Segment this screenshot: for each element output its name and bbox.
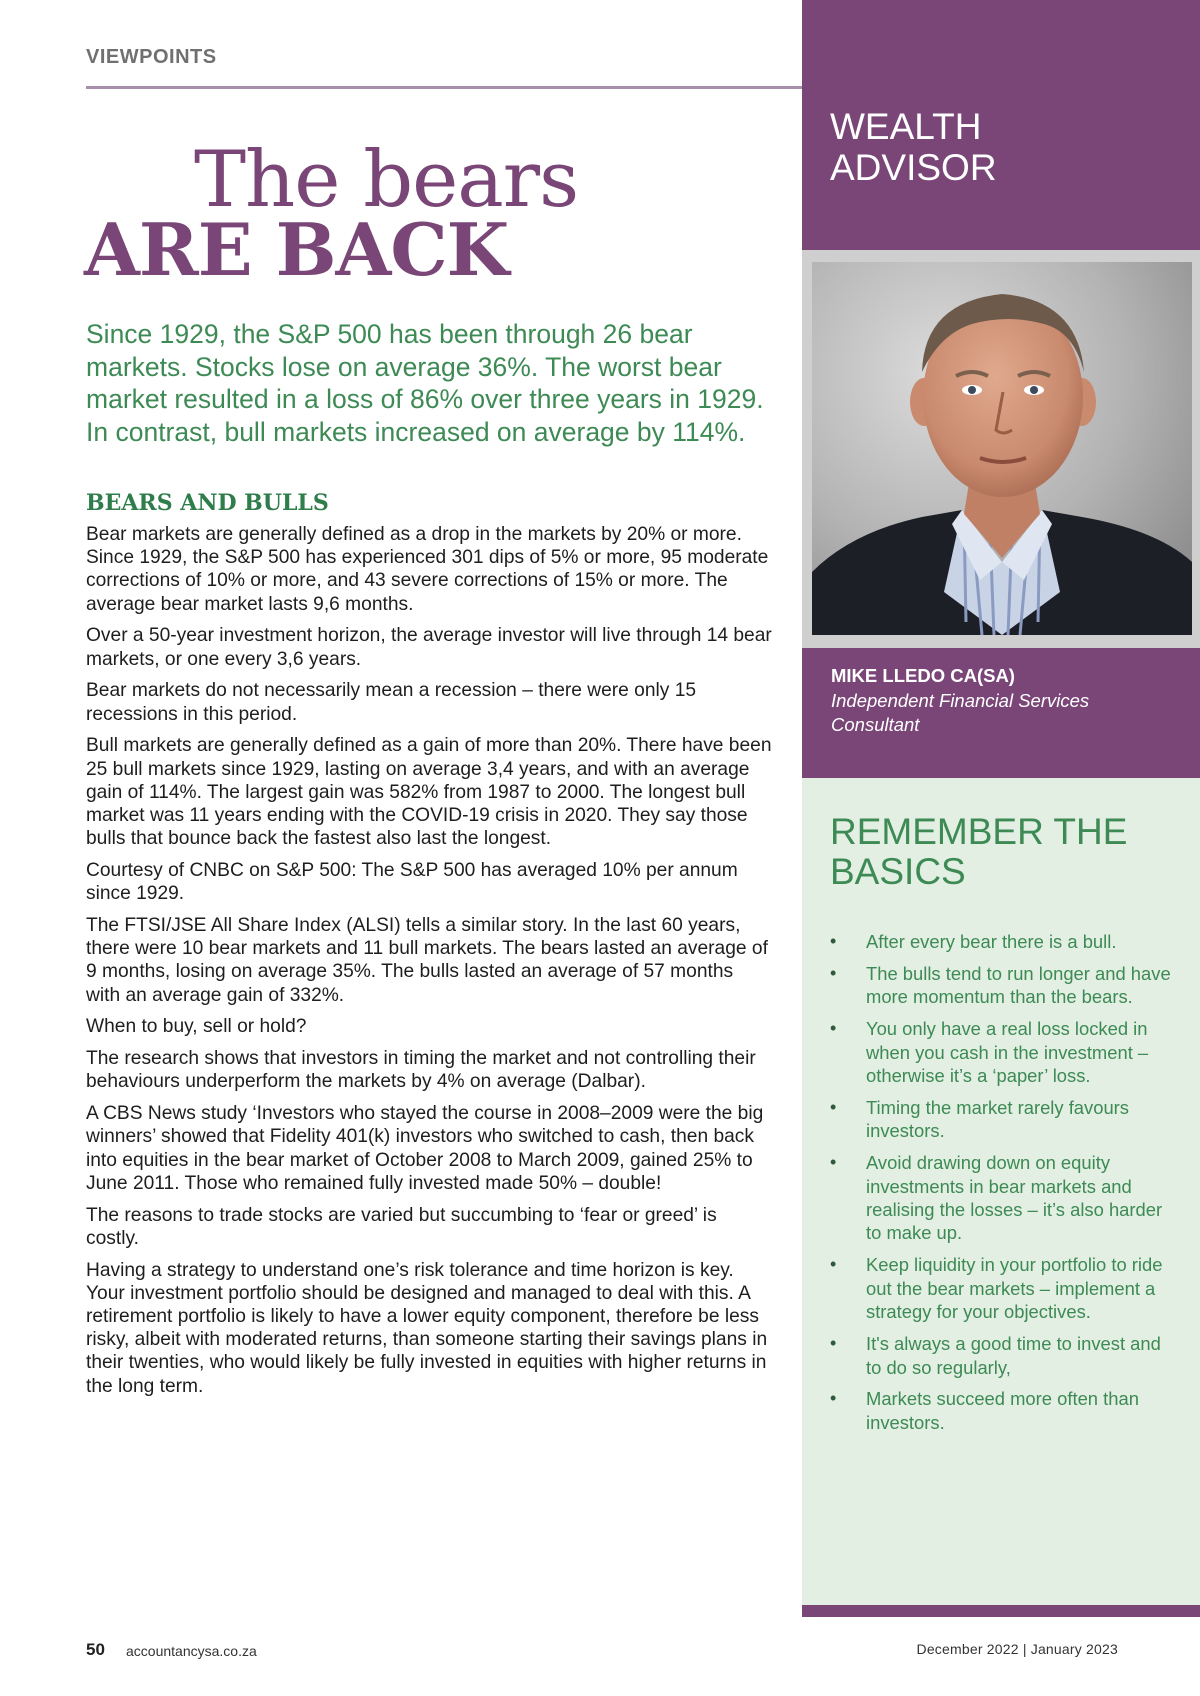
body-paragraph: Having a strategy to understand one’s risk tolerance and time horizon is key. Your investment portfolio should be designed and managed to deal with this. A retirement portfolio is likely to have a lower equity component, therefore be less risky, albeit with moderated returns, than someone starting their savings plans in their twenties, who would likely be fully invested in equities with higher returns in the long term. xyxy=(86,1259,768,1397)
basics-list-item xyxy=(830,1017,1175,1087)
page-number: 50 xyxy=(86,1640,105,1659)
sidebar-title-line2: ADVISOR xyxy=(830,147,997,188)
section-divider xyxy=(86,86,802,89)
basics-item-text: Avoid drawing down on equity investments in bear markets and realising the losses – it’s also harder to make up. xyxy=(866,1152,1163,1244)
article-title-line2: ARE BACK xyxy=(84,207,509,292)
bullet-icon: • xyxy=(830,1152,837,1173)
basics-list xyxy=(830,930,1175,1443)
body-paragraph: The FTSI/JSE All Share Index (ALSI) tells a similar story. In the last 60 years, there were 10 bear markets and 11 bull markets. The bears lasted an average of 9 months, losing on average 35%. The bulls lasted an average of 57 months with an average gain of 332%. xyxy=(86,915,768,1006)
article-intro: Since 1929, the S&P 500 has been through 26 bear markets. Stocks lose on average 36%. The worst bear market resulted in a loss of 86% over three years in 1929. In contrast, bull markets increased on average by 114%. xyxy=(86,319,764,447)
basics-item-text: The bulls tend to run longer and have more momentum than the bears. xyxy=(866,962,1171,1008)
author-portrait-illustration xyxy=(812,262,1192,635)
section-label: VIEWPOINTS xyxy=(86,46,217,68)
basics-item-text: Markets succeed more often than investors. xyxy=(866,1388,1139,1433)
body-paragraph: The research shows that investors in timing the market and not controlling their behaviours underperform the markets by 4% on average (Dalbar). xyxy=(86,1048,756,1093)
basics-list-item xyxy=(830,1332,1175,1379)
sidebar-title xyxy=(830,106,997,188)
author-photo xyxy=(812,262,1192,635)
bullet-icon: • xyxy=(830,1254,837,1275)
basics-item-text: Keep liquidity in your portfolio to ride out the bear markets – implement a strategy for your objectives. xyxy=(866,1254,1163,1323)
sidebar-title-line1: WEALTH xyxy=(830,106,982,147)
basics-item-text: You only have a real loss locked in when you cash in the investment – otherwise it’s a ‘paper’ loss. xyxy=(866,1018,1149,1087)
bullet-icon: • xyxy=(830,1096,837,1117)
author-name: MIKE LLEDO CA(SA) xyxy=(831,665,1015,686)
body-paragraph: Bear markets do not necessarily mean a recession – there were only 15 recessions in this period. xyxy=(86,680,697,725)
sidebar-bottom-bar xyxy=(802,1605,1200,1617)
basics-list-item xyxy=(830,962,1175,1009)
basics-title: REMEMBER THE BASICS xyxy=(830,811,1128,892)
basics-list-item xyxy=(830,1387,1175,1434)
basics-list-item xyxy=(830,930,1175,953)
body-paragraph: Over a 50-year investment horizon, the average investor will live through 14 bear markets, or one every 3,6 years. xyxy=(86,625,772,670)
footer-issue-date: December 2022 | January 2023 xyxy=(916,1641,1118,1657)
bullet-icon: • xyxy=(830,1388,837,1409)
body-paragraph: When to buy, sell or hold? xyxy=(86,1016,307,1038)
bullet-icon: • xyxy=(830,962,837,983)
author-role: Independent Financial Services Consultant xyxy=(831,690,1090,735)
body-paragraph: Bull markets are generally defined as a gain of more than 20%. There have been 25 bull markets since 1929, lasting on average 3,4 years, and with an average gain of 114%. The largest gain was 582% from 1987 to 2000. The longest bull market was 11 years ending with the COVID-19 crisis in 2020. They say those bulls that bounce back the fastest also last the longest. xyxy=(86,735,772,850)
basics-list-item xyxy=(830,1096,1175,1143)
article-title-line1: The bears xyxy=(194,135,579,225)
basics-item-text: After every bear there is a bull. xyxy=(866,931,1117,952)
body-paragraph: A CBS News study ‘Investors who stayed the course in 2008–2009 were the big winners’ showed that Fidelity 401(k) investors who switched to cash, then back into equities in the bear market of October 2008 to March 2009, gained 25% to June 2011. Those who remained fully invested made 50% – double! xyxy=(86,1103,764,1194)
article-subhead: BEARS AND BULLS xyxy=(86,490,329,516)
basics-list-item xyxy=(830,1151,1175,1245)
bullet-icon: • xyxy=(830,1333,837,1354)
footer-site: accountancysa.co.za xyxy=(126,1643,257,1659)
basics-list-item xyxy=(830,1253,1175,1323)
bullet-icon: • xyxy=(830,1018,837,1039)
basics-item-text: Timing the market rarely favours investors. xyxy=(866,1096,1130,1142)
body-paragraph: Bear markets are generally defined as a drop in the markets by 20% or more. Since 1929, the S&P 500 has experienced 301 dips of 5% or more, 95 moderate corrections of 10% or more, and 43 severe corrections of 15% or more. The average bear market lasts 9,6 months. xyxy=(86,524,769,615)
bullet-icon: • xyxy=(830,931,837,951)
body-paragraph: Courtesy of CNBC on S&P 500: The S&P 500 has averaged 10% per annum since 1929. xyxy=(86,860,738,905)
basics-item-text: It's always a good time to invest and to do so regularly, xyxy=(866,1333,1161,1378)
article-body xyxy=(86,523,772,1406)
body-paragraph: The reasons to trade stocks are varied but succumbing to ‘fear or greed’ is costly. xyxy=(86,1204,717,1249)
